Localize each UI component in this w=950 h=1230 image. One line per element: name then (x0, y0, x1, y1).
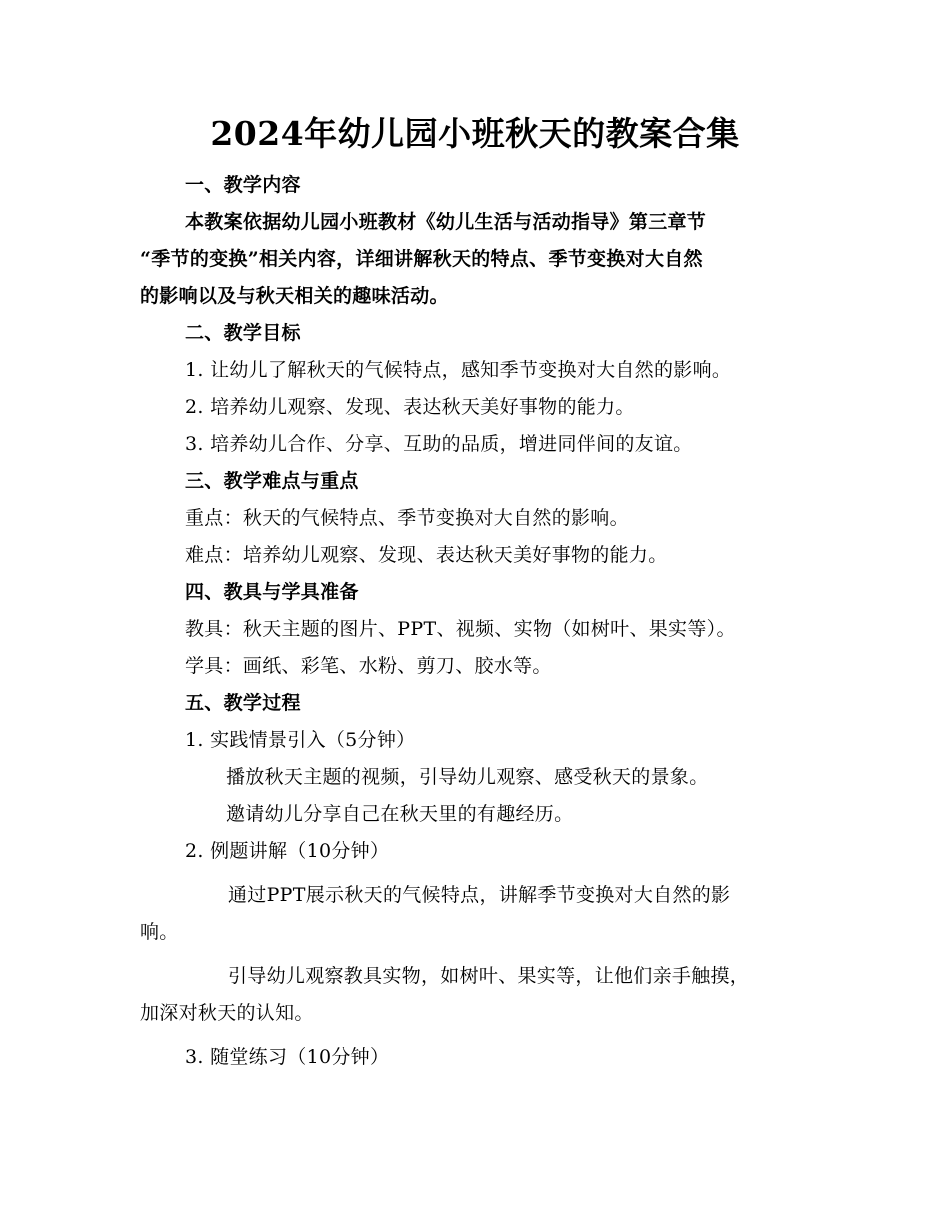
section-heading-teaching-process: 五、教学过程 (185, 692, 301, 714)
teaching-content-paragraph-line: 本教案依据幼儿园小班教材《幼儿生活与活动指导》第三章节 (185, 211, 707, 233)
process-step-text: 邀请幼儿分享自己在秋天里的有趣经历。 (226, 803, 574, 825)
key-point-text: 重点：秋天的气候特点、季节变换对大自然的影响。 (185, 507, 629, 529)
process-step-text: 加深对秋天的认知。 (140, 1002, 314, 1024)
section-heading-materials: 四、教具与学具准备 (185, 581, 359, 603)
goal-item: 2. 培养幼儿观察、发现、表达秋天美好事物的能力。 (185, 396, 635, 418)
document-title: 2024年幼儿园小班秋天的教案合集 (210, 114, 740, 153)
section-heading-teaching-goals: 二、教学目标 (185, 322, 301, 344)
document-body (140, 167, 810, 1076)
teaching-content-paragraph-line: 的影响以及与秋天相关的趣味活动。 (140, 285, 449, 307)
process-step-text: 通过PPT展示秋天的气候特点，讲解季节变换对大自然的影 (228, 884, 731, 906)
teaching-content-paragraph-line: “季节的变换”相关内容，详细讲解秋天的特点、季节变换对大自然 (140, 248, 703, 270)
learning-aids-text: 学具：画纸、彩笔、水粉、剪刀、胶水等。 (185, 655, 552, 677)
process-step-text: 播放秋天主题的视频，引导幼儿观察、感受秋天的景象。 (226, 766, 709, 788)
goal-item: 1. 让幼儿了解秋天的气候特点，感知季节变换对大自然的影响。 (185, 359, 732, 381)
section-heading-teaching-content: 一、教学内容 (185, 174, 301, 196)
process-step-label: 1. 实践情景引入（5分钟） (185, 729, 416, 751)
teaching-aids-text: 教具：秋天主题的图片、PPT、视频、实物（如树叶、果实等）。 (185, 618, 736, 640)
section-heading-key-difficult-points: 三、教学难点与重点 (185, 470, 359, 492)
process-step-label: 2. 例题讲解（10分钟） (185, 840, 390, 862)
process-step-text: 引导幼儿观察教具实物，如树叶、果实等，让他们亲手触摸， (228, 965, 750, 987)
process-step-label: 3. 随堂练习（10分钟） (185, 1046, 390, 1068)
process-step-text: 响。 (140, 921, 179, 943)
difficult-point-text: 难点：培养幼儿观察、发现、表达秋天美好事物的能力。 (185, 544, 668, 566)
goal-item: 3. 培养幼儿合作、分享、互助的品质，增进同伴间的友谊。 (185, 433, 693, 455)
